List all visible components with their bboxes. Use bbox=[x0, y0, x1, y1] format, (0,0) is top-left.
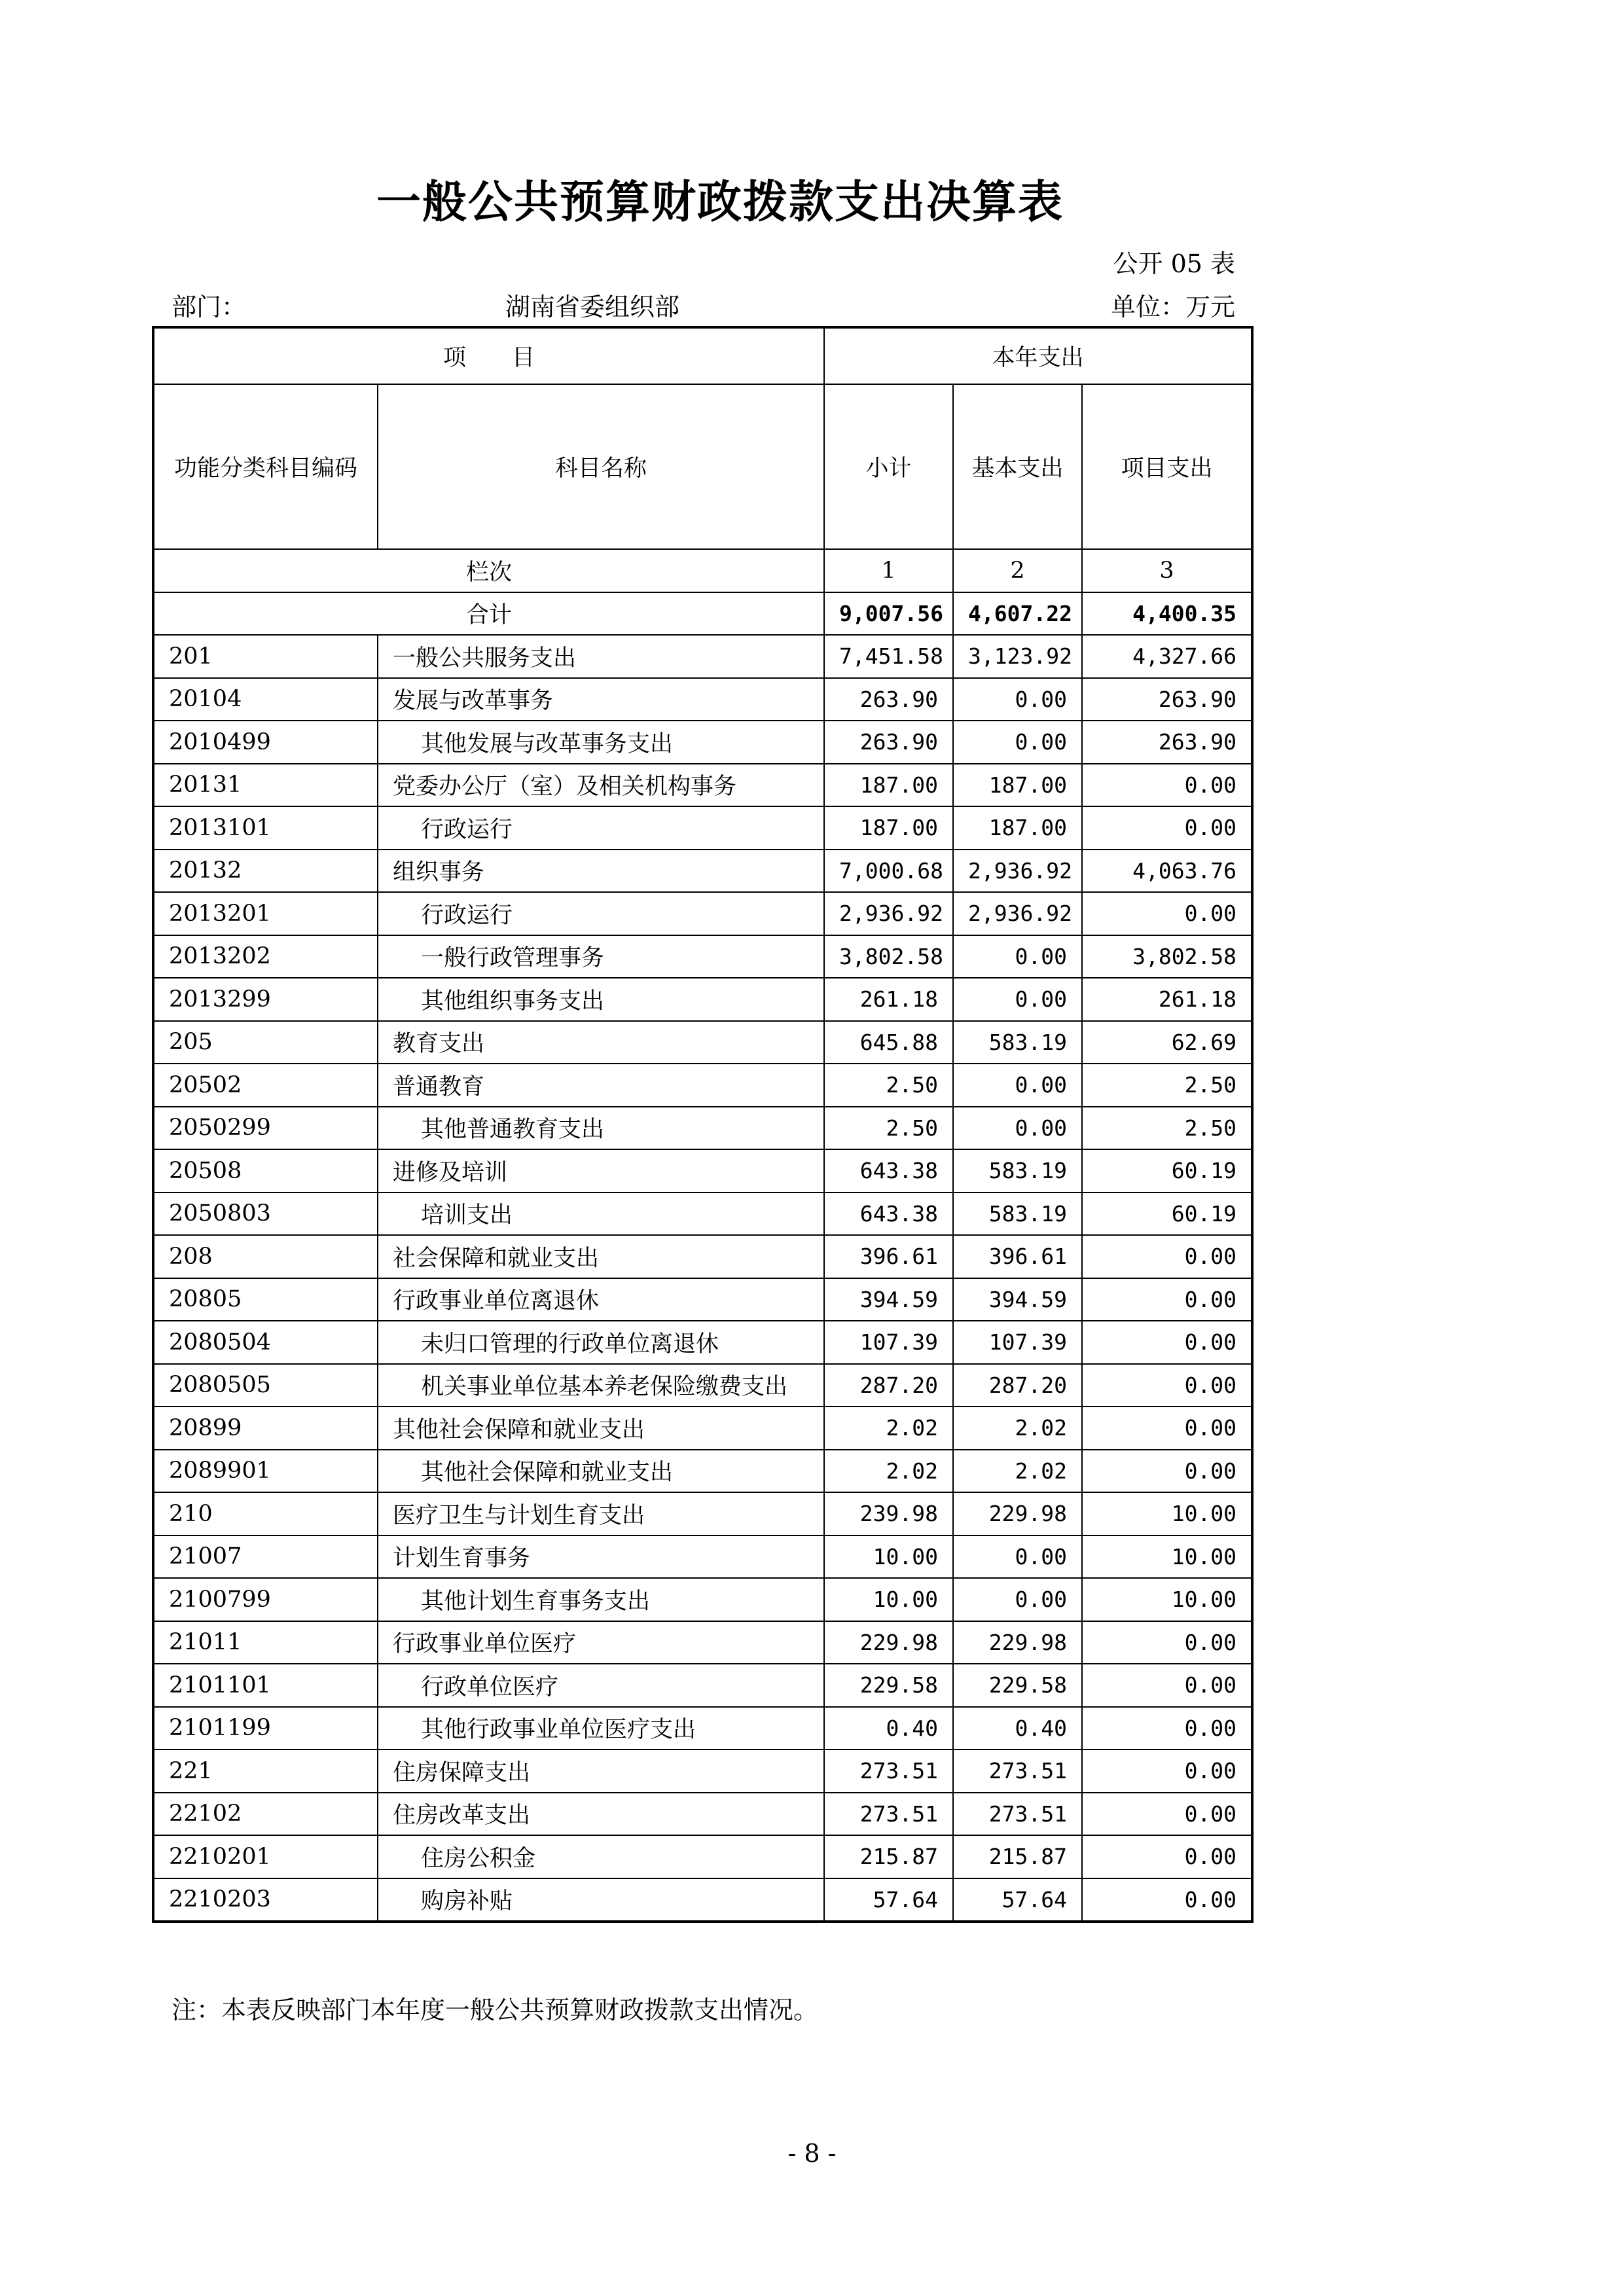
row-basic: 229.98 bbox=[953, 1492, 1082, 1535]
row-subtotal: 261.18 bbox=[824, 978, 953, 1021]
row-project: 0.00 bbox=[1082, 1664, 1252, 1707]
table-row bbox=[153, 1321, 1252, 1364]
row-code: 2101199 bbox=[153, 1707, 378, 1750]
department-label: 部门： bbox=[171, 293, 247, 321]
total-label: 合计 bbox=[153, 592, 824, 636]
row-basic: 583.19 bbox=[953, 1021, 1082, 1064]
row-code: 20899 bbox=[153, 1407, 378, 1450]
row-name: 医疗卫生与计划生育支出 bbox=[378, 1492, 824, 1535]
row-project: 2.50 bbox=[1082, 1064, 1252, 1107]
table-number: 公开 05 表 bbox=[1113, 249, 1235, 278]
row-basic: 215.87 bbox=[953, 1835, 1082, 1878]
row-subtotal: 187.00 bbox=[824, 764, 953, 807]
row-project: 0.00 bbox=[1082, 1364, 1252, 1407]
row-basic: 2.02 bbox=[953, 1450, 1082, 1493]
row-project: 2.50 bbox=[1082, 1107, 1252, 1150]
row-subtotal: 10.00 bbox=[824, 1578, 953, 1621]
row-name: 普通教育 bbox=[378, 1064, 824, 1107]
total-project: 4,400.35 bbox=[1082, 592, 1252, 636]
row-project: 4,063.76 bbox=[1082, 850, 1252, 893]
table-row bbox=[153, 1535, 1252, 1579]
row-project: 0.00 bbox=[1082, 1278, 1252, 1321]
row-project: 0.00 bbox=[1082, 1621, 1252, 1664]
row-basic: 583.19 bbox=[953, 1149, 1082, 1193]
row-basic: 0.00 bbox=[953, 721, 1082, 764]
row-name: 党委办公厅（室）及相关机构事务 bbox=[378, 764, 824, 807]
table-row bbox=[153, 1364, 1252, 1407]
total-subtotal: 9,007.56 bbox=[824, 592, 953, 636]
row-basic: 0.00 bbox=[953, 1064, 1082, 1107]
row-project: 0.00 bbox=[1082, 1793, 1252, 1836]
row-project: 0.00 bbox=[1082, 1749, 1252, 1793]
row-code: 21007 bbox=[153, 1535, 378, 1579]
row-basic: 187.00 bbox=[953, 806, 1082, 850]
row-name: 其他社会保障和就业支出 bbox=[378, 1407, 824, 1450]
row-subtotal: 107.39 bbox=[824, 1321, 953, 1364]
row-name: 未归口管理的行政单位离退休 bbox=[378, 1321, 824, 1364]
page-number: - 8 - bbox=[787, 2139, 837, 2168]
header-code: 功能分类科目编码 bbox=[153, 384, 378, 549]
row-project: 0.00 bbox=[1082, 806, 1252, 850]
row-project: 261.18 bbox=[1082, 978, 1252, 1021]
row-subtotal: 263.90 bbox=[824, 721, 953, 764]
row-basic: 2,936.92 bbox=[953, 892, 1082, 935]
row-name: 社会保障和就业支出 bbox=[378, 1235, 824, 1278]
row-code: 2013201 bbox=[153, 892, 378, 935]
row-basic: 107.39 bbox=[953, 1321, 1082, 1364]
table-row bbox=[153, 764, 1252, 807]
row-code: 20104 bbox=[153, 678, 378, 721]
row-subtotal: 229.98 bbox=[824, 1621, 953, 1664]
row-code: 201 bbox=[153, 635, 378, 678]
row-code: 2100799 bbox=[153, 1578, 378, 1621]
header-basic: 基本支出 bbox=[953, 384, 1082, 549]
row-basic: 0.00 bbox=[953, 978, 1082, 1021]
row-project: 60.19 bbox=[1082, 1149, 1252, 1193]
row-name: 行政运行 bbox=[378, 806, 824, 850]
row-project: 0.00 bbox=[1082, 1878, 1252, 1922]
row-basic: 583.19 bbox=[953, 1193, 1082, 1236]
row-basic: 287.20 bbox=[953, 1364, 1082, 1407]
header-subtotal: 小计 bbox=[824, 384, 953, 549]
table-row bbox=[153, 1193, 1252, 1236]
table-row bbox=[153, 1407, 1252, 1450]
row-subtotal: 215.87 bbox=[824, 1835, 953, 1878]
row-subtotal: 2.02 bbox=[824, 1407, 953, 1450]
expenditure-table bbox=[152, 326, 1254, 1923]
row-name: 行政单位医疗 bbox=[378, 1664, 824, 1707]
row-subtotal: 2.02 bbox=[824, 1450, 953, 1493]
row-project: 0.00 bbox=[1082, 1835, 1252, 1878]
row-subtotal: 3,802.58 bbox=[824, 935, 953, 978]
row-project: 10.00 bbox=[1082, 1492, 1252, 1535]
column-index-label: 栏次 bbox=[153, 549, 824, 592]
row-code: 20131 bbox=[153, 764, 378, 807]
row-code: 208 bbox=[153, 1235, 378, 1278]
row-name: 进修及培训 bbox=[378, 1149, 824, 1193]
table-row bbox=[153, 678, 1252, 721]
row-name: 组织事务 bbox=[378, 850, 824, 893]
row-project: 60.19 bbox=[1082, 1193, 1252, 1236]
row-project: 263.90 bbox=[1082, 678, 1252, 721]
table-row bbox=[153, 635, 1252, 678]
row-project: 0.00 bbox=[1082, 1321, 1252, 1364]
header-row-1 bbox=[153, 327, 1252, 384]
header-project: 项 目 bbox=[153, 327, 824, 384]
row-basic: 229.98 bbox=[953, 1621, 1082, 1664]
row-subtotal: 273.51 bbox=[824, 1749, 953, 1793]
department-name: 湖南省委组织部 bbox=[505, 293, 680, 321]
row-code: 2013299 bbox=[153, 978, 378, 1021]
row-basic: 394.59 bbox=[953, 1278, 1082, 1321]
row-project: 0.00 bbox=[1082, 1235, 1252, 1278]
table-row bbox=[153, 1492, 1252, 1535]
row-name: 行政运行 bbox=[378, 892, 824, 935]
row-subtotal: 239.98 bbox=[824, 1492, 953, 1535]
row-name: 住房保障支出 bbox=[378, 1749, 824, 1793]
table-row bbox=[153, 1664, 1252, 1707]
row-basic: 57.64 bbox=[953, 1878, 1082, 1922]
table-row bbox=[153, 1793, 1252, 1836]
row-basic: 273.51 bbox=[953, 1749, 1082, 1793]
table-row bbox=[153, 1064, 1252, 1107]
row-subtotal: 57.64 bbox=[824, 1878, 953, 1922]
row-code: 2210203 bbox=[153, 1878, 378, 1922]
row-code: 205 bbox=[153, 1021, 378, 1064]
header-name: 科目名称 bbox=[378, 384, 824, 549]
row-subtotal: 2.50 bbox=[824, 1107, 953, 1150]
meta-line bbox=[171, 287, 1235, 321]
row-basic: 229.58 bbox=[953, 1664, 1082, 1707]
column-index-2: 2 bbox=[953, 549, 1082, 592]
table-row bbox=[153, 978, 1252, 1021]
row-basic: 273.51 bbox=[953, 1793, 1082, 1836]
row-subtotal: 263.90 bbox=[824, 678, 953, 721]
row-name: 机关事业单位基本养老保险缴费支出 bbox=[378, 1364, 824, 1407]
row-project: 3,802.58 bbox=[1082, 935, 1252, 978]
row-code: 20132 bbox=[153, 850, 378, 893]
row-subtotal: 0.40 bbox=[824, 1707, 953, 1750]
row-code: 20502 bbox=[153, 1064, 378, 1107]
table-row bbox=[153, 1149, 1252, 1193]
row-code: 2089901 bbox=[153, 1450, 378, 1493]
row-code: 2050299 bbox=[153, 1107, 378, 1150]
row-subtotal: 187.00 bbox=[824, 806, 953, 850]
table-row bbox=[153, 721, 1252, 764]
row-name: 住房改革支出 bbox=[378, 1793, 824, 1836]
row-project: 4,327.66 bbox=[1082, 635, 1252, 678]
row-subtotal: 7,451.58 bbox=[824, 635, 953, 678]
column-index-row bbox=[153, 549, 1252, 592]
row-basic: 0.00 bbox=[953, 1535, 1082, 1579]
row-code: 2013101 bbox=[153, 806, 378, 850]
row-subtotal: 10.00 bbox=[824, 1535, 953, 1579]
row-name: 其他发展与改革事务支出 bbox=[378, 721, 824, 764]
row-basic: 0.00 bbox=[953, 1107, 1082, 1150]
row-name: 教育支出 bbox=[378, 1021, 824, 1064]
row-name: 其他计划生育事务支出 bbox=[378, 1578, 824, 1621]
table-row bbox=[153, 1707, 1252, 1750]
row-basic: 0.00 bbox=[953, 1578, 1082, 1621]
row-subtotal: 645.88 bbox=[824, 1021, 953, 1064]
table-row bbox=[153, 1621, 1252, 1664]
table-row bbox=[153, 935, 1252, 978]
column-index-1: 1 bbox=[824, 549, 953, 592]
row-project: 62.69 bbox=[1082, 1021, 1252, 1064]
row-code: 221 bbox=[153, 1749, 378, 1793]
total-row bbox=[153, 592, 1252, 636]
table-row bbox=[153, 1021, 1252, 1064]
row-code: 21011 bbox=[153, 1621, 378, 1664]
table-row bbox=[153, 1235, 1252, 1278]
table-row bbox=[153, 1835, 1252, 1878]
row-name: 其他组织事务支出 bbox=[378, 978, 824, 1021]
row-basic: 396.61 bbox=[953, 1235, 1082, 1278]
row-name: 其他普通教育支出 bbox=[378, 1107, 824, 1150]
row-project: 0.00 bbox=[1082, 892, 1252, 935]
row-name: 住房公积金 bbox=[378, 1835, 824, 1878]
row-name: 购房补贴 bbox=[378, 1878, 824, 1922]
row-subtotal: 2.50 bbox=[824, 1064, 953, 1107]
table-row bbox=[153, 1578, 1252, 1621]
row-code: 2080505 bbox=[153, 1364, 378, 1407]
row-name: 一般行政管理事务 bbox=[378, 935, 824, 978]
row-code: 2010499 bbox=[153, 721, 378, 764]
row-project: 263.90 bbox=[1082, 721, 1252, 764]
row-code: 210 bbox=[153, 1492, 378, 1535]
row-name: 其他行政事业单位医疗支出 bbox=[378, 1707, 824, 1750]
table-row bbox=[153, 1107, 1252, 1150]
row-subtotal: 643.38 bbox=[824, 1193, 953, 1236]
row-name: 行政事业单位医疗 bbox=[378, 1621, 824, 1664]
row-code: 20805 bbox=[153, 1278, 378, 1321]
row-code: 2050803 bbox=[153, 1193, 378, 1236]
table-row bbox=[153, 806, 1252, 850]
row-project: 0.00 bbox=[1082, 1707, 1252, 1750]
table-row bbox=[153, 1450, 1252, 1493]
row-code: 2013202 bbox=[153, 935, 378, 978]
row-code: 2210201 bbox=[153, 1835, 378, 1878]
table-row bbox=[153, 892, 1252, 935]
header-row-2 bbox=[153, 384, 1252, 549]
row-project: 0.00 bbox=[1082, 1450, 1252, 1493]
header-current-year: 本年支出 bbox=[824, 327, 1252, 384]
row-subtotal: 394.59 bbox=[824, 1278, 953, 1321]
column-index-3: 3 bbox=[1082, 549, 1252, 592]
row-code: 2080504 bbox=[153, 1321, 378, 1364]
row-basic: 0.40 bbox=[953, 1707, 1082, 1750]
row-name: 一般公共服务支出 bbox=[378, 635, 824, 678]
row-basic: 3,123.92 bbox=[953, 635, 1082, 678]
footnote: 注：本表反映部门本年度一般公共预算财政拨款支出情况。 bbox=[171, 1996, 819, 2024]
row-project: 0.00 bbox=[1082, 764, 1252, 807]
row-name: 行政事业单位离退休 bbox=[378, 1278, 824, 1321]
table-row bbox=[153, 1278, 1252, 1321]
row-subtotal: 229.58 bbox=[824, 1664, 953, 1707]
row-basic: 2.02 bbox=[953, 1407, 1082, 1450]
row-name: 培训支出 bbox=[378, 1193, 824, 1236]
unit-label: 单位：万元 bbox=[1110, 293, 1235, 321]
row-project: 10.00 bbox=[1082, 1578, 1252, 1621]
row-subtotal: 7,000.68 bbox=[824, 850, 953, 893]
table-row bbox=[153, 1878, 1252, 1922]
row-basic: 0.00 bbox=[953, 935, 1082, 978]
row-subtotal: 396.61 bbox=[824, 1235, 953, 1278]
row-subtotal: 273.51 bbox=[824, 1793, 953, 1836]
table-row bbox=[153, 1749, 1252, 1793]
row-basic: 2,936.92 bbox=[953, 850, 1082, 893]
row-subtotal: 643.38 bbox=[824, 1149, 953, 1193]
row-name: 发展与改革事务 bbox=[378, 678, 824, 721]
row-project: 0.00 bbox=[1082, 1407, 1252, 1450]
row-subtotal: 287.20 bbox=[824, 1364, 953, 1407]
row-code: 22102 bbox=[153, 1793, 378, 1836]
row-name: 其他社会保障和就业支出 bbox=[378, 1450, 824, 1493]
row-code: 20508 bbox=[153, 1149, 378, 1193]
row-project: 10.00 bbox=[1082, 1535, 1252, 1579]
row-name: 计划生育事务 bbox=[378, 1535, 824, 1579]
row-subtotal: 2,936.92 bbox=[824, 892, 953, 935]
row-code: 2101101 bbox=[153, 1664, 378, 1707]
row-basic: 0.00 bbox=[953, 678, 1082, 721]
header-project-expense: 项目支出 bbox=[1082, 384, 1252, 549]
row-basic: 187.00 bbox=[953, 764, 1082, 807]
table-row bbox=[153, 850, 1252, 893]
total-basic: 4,607.22 bbox=[953, 592, 1082, 636]
